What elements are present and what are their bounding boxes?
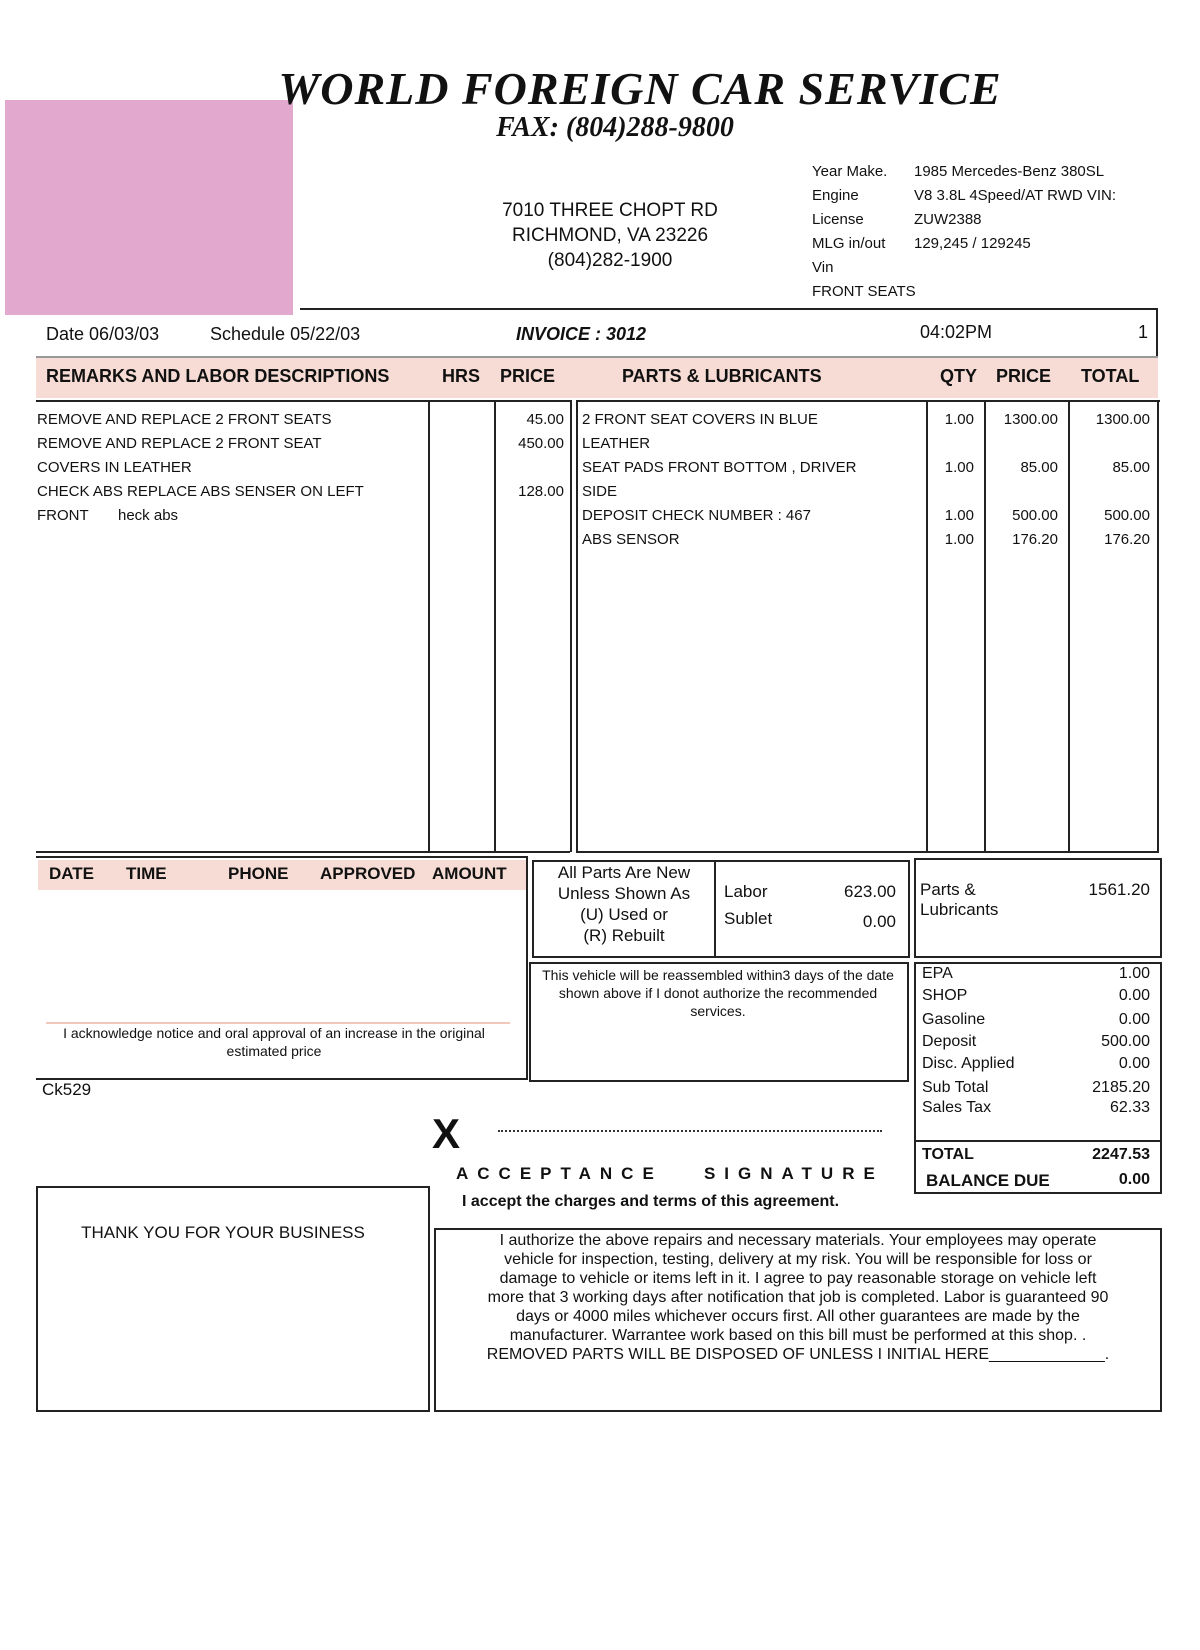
vehicle-info xyxy=(812,160,1182,310)
approval-time-header: TIME xyxy=(126,864,167,883)
labor-line: COVERS IN LEATHER xyxy=(37,459,192,476)
company-phone: (804)282-1900 xyxy=(547,250,673,271)
parts-summary-value: 1561.20 xyxy=(1088,880,1150,899)
authorization-line: damage to vehicle or items left in it. I agree to pay reasonable storage on vehicle left xyxy=(499,1270,1097,1287)
labor-line: FRONT xyxy=(37,507,89,524)
approval-top-line xyxy=(36,856,526,858)
parts-qty: 1.00 xyxy=(944,507,974,524)
parts-summary-label-line: Parts & xyxy=(920,880,976,899)
license-label: License xyxy=(812,211,864,228)
authorization-line: manufacturer. Warrantee work based on this bill must be performed at this shop. . xyxy=(509,1327,1087,1344)
total-value: 2247.53 xyxy=(1092,1146,1150,1163)
parts-summary-label xyxy=(920,880,998,920)
date-label: Date xyxy=(46,324,85,344)
signature-x-mark: X xyxy=(432,1110,461,1157)
qty-header: QTY xyxy=(940,366,978,386)
parts-line: ABS SENSOR xyxy=(582,531,680,548)
approval-phone-header: PHONE xyxy=(228,864,289,883)
parts-col-divider-3 xyxy=(1068,400,1070,852)
parts-note-line: Unless Shown As xyxy=(557,884,691,903)
invoice-date xyxy=(46,324,159,345)
sales-tax-label: Sales Tax xyxy=(922,1099,992,1116)
sublet-value: 0.00 xyxy=(862,912,896,931)
approval-right-edge xyxy=(526,856,528,1080)
parts-total: 85.00 xyxy=(1112,459,1150,476)
schedule-value: 05/22/03 xyxy=(290,324,361,344)
discount-label: Disc. Applied xyxy=(922,1055,1015,1072)
mileage-label: MLG in/out xyxy=(812,235,886,252)
header-right-edge xyxy=(1156,308,1158,356)
parts-line: DEPOSIT CHECK NUMBER : 467 xyxy=(582,507,811,524)
parts-total: 1300.00 xyxy=(1095,411,1150,428)
sublet-label: Sublet xyxy=(724,909,773,928)
authorization-line: more that 3 working days after notification that job is completed. Labor is guaranteed 90 xyxy=(487,1289,1109,1306)
company-fax: FAX: (804)288-9800 xyxy=(496,112,734,143)
parts-total: 176.20 xyxy=(1104,531,1150,548)
acceptance-statement: I accept the charges and terms of this agreement. xyxy=(462,1193,840,1210)
deposit-value: 500.00 xyxy=(1101,1033,1150,1050)
parts-summary-label-line: Lubricants xyxy=(920,900,999,919)
labor-line: heck abs xyxy=(118,507,179,524)
company-address xyxy=(470,198,750,273)
parts-col-divider-2 xyxy=(984,400,986,852)
labor-price: 128.00 xyxy=(518,483,564,500)
approval-amount-header: AMOUNT xyxy=(432,864,507,883)
approval-bottom-line xyxy=(36,1078,528,1080)
shop-label: SHOP xyxy=(922,987,968,1004)
labor-col-divider-1 xyxy=(428,400,430,852)
reassembly-notice: This vehicle will be reassembled within3 days of the date shown above if I donot authorize the recommended services. xyxy=(542,967,894,1019)
balance-due-label: BALANCE DUE xyxy=(926,1171,1050,1190)
signature-line[interactable] xyxy=(498,1130,882,1132)
authorization-text xyxy=(438,1231,1158,1364)
shop-value: 0.00 xyxy=(1118,987,1150,1004)
parts-table-bottom xyxy=(576,851,1159,853)
parts-note-line: All Parts Are New xyxy=(557,863,691,882)
balance-due-value: 0.00 xyxy=(1118,1171,1150,1188)
labor-line: CHECK ABS REPLACE ABS SENSER ON LEFT xyxy=(37,483,364,500)
labor-col-divider-2 xyxy=(494,400,496,852)
labor-line: REMOVE AND REPLACE 2 FRONT SEATS xyxy=(37,411,332,428)
engine-value: V8 3.8L 4Speed/AT RWD VIN: xyxy=(914,187,1117,204)
company-name: WORLD FOREIGN CAR SERVICE xyxy=(278,63,1002,114)
parts-col-divider-1 xyxy=(926,400,928,852)
labor-price: 450.00 xyxy=(518,435,564,452)
acceptance-signature-heading: ACCEPTANCE SIGNATURE xyxy=(456,1164,884,1183)
gasoline-label: Gasoline xyxy=(922,1011,986,1028)
thank-you-box xyxy=(36,1186,430,1412)
check-number: Ck529 xyxy=(42,1080,92,1099)
header-divider xyxy=(300,308,1158,310)
invoice-number: INVOICE : 3012 xyxy=(516,324,647,344)
thank-you-text: THANK YOU FOR YOUR BUSINESS xyxy=(81,1223,365,1242)
invoice-time: 04:02PM xyxy=(920,322,993,342)
authorization-line: days or 4000 miles whichever occurs first. All other guarantees are made by the xyxy=(516,1308,1080,1325)
parts-qty: 1.00 xyxy=(944,459,974,476)
subtotal-value: 2185.20 xyxy=(1092,1079,1150,1096)
total-label: TOTAL xyxy=(922,1146,974,1163)
labor-table-top xyxy=(36,400,570,402)
parts-table-right xyxy=(1157,400,1159,852)
totals-divider xyxy=(914,1140,1162,1142)
labor-table-bottom xyxy=(36,851,570,853)
subtotal-label: Sub Total xyxy=(922,1079,989,1096)
parts-line: 2 FRONT SEAT COVERS IN BLUE xyxy=(582,411,818,428)
discount-value: 0.00 xyxy=(1118,1055,1150,1072)
schedule-label: Schedule xyxy=(210,324,286,344)
date-value: 06/03/03 xyxy=(89,324,160,344)
vin-label: Vin xyxy=(812,259,834,276)
page-number: 1 xyxy=(1138,322,1149,342)
mileage-value: 129,245 / 129245 xyxy=(914,235,1031,252)
parts-header: PARTS & LUBRICANTS xyxy=(622,366,822,386)
parts-price: 176.20 xyxy=(1012,531,1058,548)
engine-label: Engine xyxy=(812,187,859,204)
hrs-header: HRS xyxy=(442,366,481,386)
authorization-line: vehicle for inspection, testing, delivery at my risk. You will be responsible for loss or xyxy=(504,1251,1092,1268)
remarks-header: REMARKS AND LABOR DESCRIPTIONS xyxy=(46,366,390,386)
parts-line: LEATHER xyxy=(582,435,651,452)
epa-label: EPA xyxy=(922,965,953,982)
labor-price-header: PRICE xyxy=(500,366,556,386)
band-top-line xyxy=(36,356,1158,358)
approval-date-header: DATE xyxy=(49,864,95,883)
epa-value: 1.00 xyxy=(1118,965,1150,982)
total-header: TOTAL xyxy=(1081,366,1140,386)
parts-price: 85.00 xyxy=(1020,459,1058,476)
parts-total: 500.00 xyxy=(1104,507,1150,524)
parts-note-line: (U) Used or xyxy=(580,905,668,924)
schedule-date xyxy=(210,324,360,345)
labor-price: 45.00 xyxy=(526,411,564,428)
sales-tax-value: 62.33 xyxy=(1109,1099,1150,1116)
license-value: ZUW2388 xyxy=(914,211,982,228)
gasoline-value: 0.00 xyxy=(1118,1011,1150,1028)
parts-price-header: PRICE xyxy=(996,366,1052,386)
labor-table-right xyxy=(570,400,572,852)
parts-note-line: (R) Rebuilt xyxy=(583,926,665,945)
vehicle-note: FRONT SEATS xyxy=(812,283,916,300)
labor-total-value: 623.00 xyxy=(844,882,896,901)
authorization-line: I authorize the above repairs and necessary materials. Your employees may operate xyxy=(499,1232,1097,1249)
address-line-1: 7010 THREE CHOPT RD xyxy=(502,200,718,221)
parts-note-text xyxy=(532,862,716,946)
parts-table-left xyxy=(576,400,578,852)
deposit-label: Deposit xyxy=(922,1033,977,1050)
parts-line: SIDE xyxy=(582,483,618,500)
labor-total-label: Labor xyxy=(724,882,768,901)
year-make-label: Year Make. xyxy=(812,163,888,180)
approval-approved-header: APPROVED xyxy=(320,864,416,883)
parts-price: 1300.00 xyxy=(1003,411,1058,428)
parts-table-top xyxy=(576,400,1160,402)
authorization-line: REMOVED PARTS WILL BE DISPOSED OF UNLESS I INITIAL HERE_____________. xyxy=(486,1346,1110,1363)
parts-qty: 1.00 xyxy=(944,411,974,428)
parts-qty: 1.00 xyxy=(944,531,974,548)
labor-line: REMOVE AND REPLACE 2 FRONT SEAT xyxy=(37,435,322,452)
year-make-value: 1985 Mercedes-Benz 380SL xyxy=(914,163,1105,180)
parts-price: 500.00 xyxy=(1012,507,1058,524)
parts-line: SEAT PADS FRONT BOTTOM , DRIVER xyxy=(582,459,857,476)
address-line-2: RICHMOND, VA 23226 xyxy=(511,225,709,246)
acknowledgement-text: I acknowledge notice and oral approval of an increase in the original estimated price xyxy=(63,1025,485,1059)
